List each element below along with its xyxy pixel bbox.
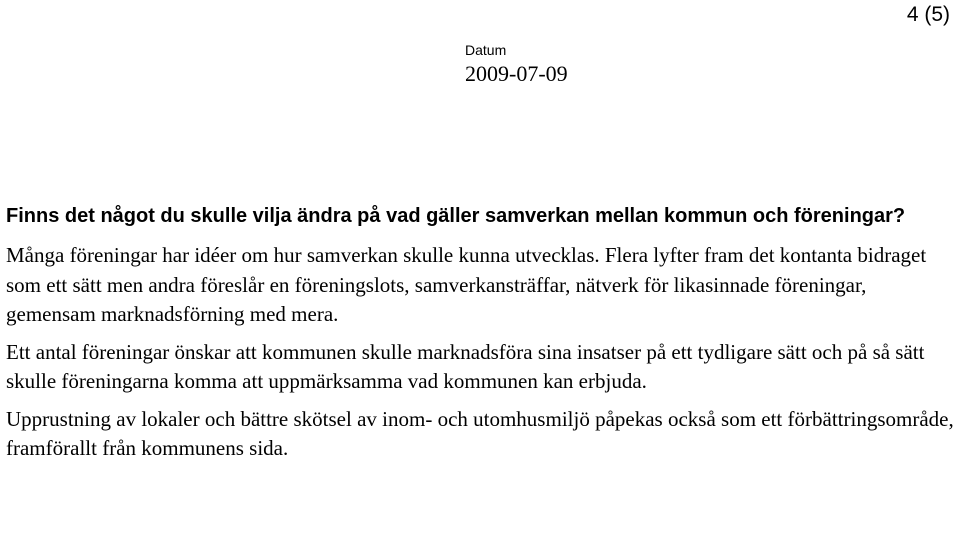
paragraph-1: Många föreningar har idéer om hur samverkan skulle kunna utvecklas. Flera lyfter fram det kontanta bidraget som ett sätt men andra föreslår en föreningslots, samverkansträffar, nätverk för likasinnade föreningar, gemensam marknadsförning med mera. [6,243,927,326]
paragraph-2: Ett antal föreningar önskar att kommunen skulle marknadsföra sina insatser på ett tydligare sätt och på så sätt skulle föreningarna komma att uppmärksamma vad kommunen kan erbjuda. [6,339,925,393]
date-block [465,42,568,88]
paragraph-3: Upprustning av lokaler och bättre skötsel av inom- och utomhusmiljö påpekas också som ett förbättringsområde, framförallt från kommunens sida. [6,406,954,460]
page-number: 4 (5) [906,3,950,26]
date-label: Datum [465,42,507,58]
document-body [6,204,954,472]
date-value: 2009-07-09 [465,61,568,86]
section-heading: Finns det något du skulle vilja ändra på vad gäller samverkan mellan kommun och föreningar? [6,205,906,227]
